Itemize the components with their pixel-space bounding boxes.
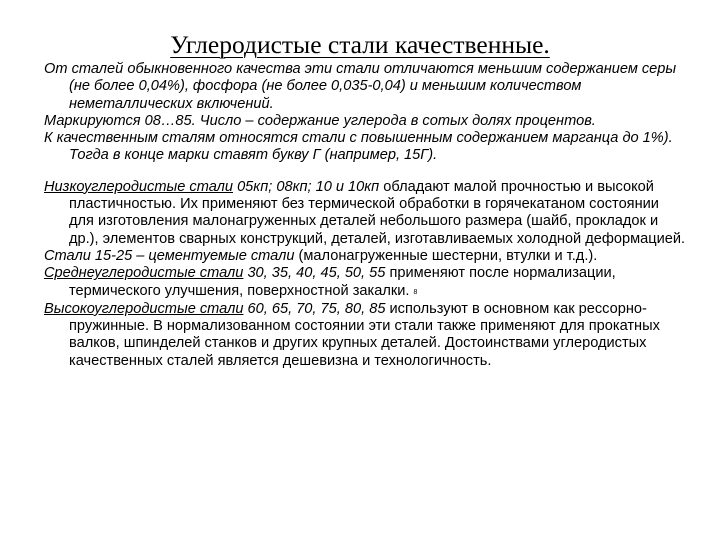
low-carbon-term: Низкоуглеродистые стали [44,178,234,195]
spacer [44,165,686,179]
slide-title: Углеродистые стали качественные. [170,30,550,59]
paragraph-medium-carbon [44,265,686,301]
low-carbon-text: обладают малой прочностью и высокой пластичностью. Их применяют без термической обработки в горячекатаном состоянии для изготовления малонагруженных деталей небольшого размера (шайб, прокладок и др.), элементов сварных конструкций, деталей, изготавливаемых холодной деформацией. [69,178,686,247]
medium-carbon-term: Среднеуглеродистые стали [44,265,244,282]
high-carbon-text: используют в основном как рессорно-пружинные. В нормализованном состоянии эти стали также применяют для прокатных валков, шпинделей станков и других крупных деталей. Достоинствами углеродистых качественных сталей является дешевизна и технологичность. [69,300,660,369]
paragraph-quality-difference: От сталей обыкновенного качества эти стали отличаются меньшим содержанием серы (не более 0,04%), фосфора (не более 0,035-0,04) и меньшим количеством неметаллических включений. [44,61,677,112]
paragraph-manganese: К качественным сталям относятся стали с повышенным содержанием марганца до 1%). Тогда в конце марки ставят букву Г (например, 15Г). [44,130,673,164]
low-carbon-grades: 05кп; 08кп; 10 и 10кп [233,178,380,195]
medium-carbon-text: применяют после нормализации, термического улучшения, поверхностной закалки. [69,265,616,299]
paragraph-marking: Маркируются 08…85. Число – содержание углерода в сотых долях процентов. [44,112,596,129]
slide-body [44,61,686,370]
paragraph-carburized [44,248,686,265]
medium-carbon-grades: 30, 35, 40, 45, 50, 55 [243,265,386,282]
paragraph-high-carbon [44,301,686,370]
carburized-term: Стали 15-25 – цементуемые стали [44,247,295,264]
high-carbon-grades: 60, 65, 70, 75, 80, 85 [243,300,386,317]
paragraph-low-carbon [44,179,686,248]
high-carbon-term: Высокоуглеродистые стали [44,300,244,317]
slide-number-mark: 8 [413,288,418,296]
carburized-text: (малонагруженные шестерни, втулки и т.д.). [294,247,598,264]
